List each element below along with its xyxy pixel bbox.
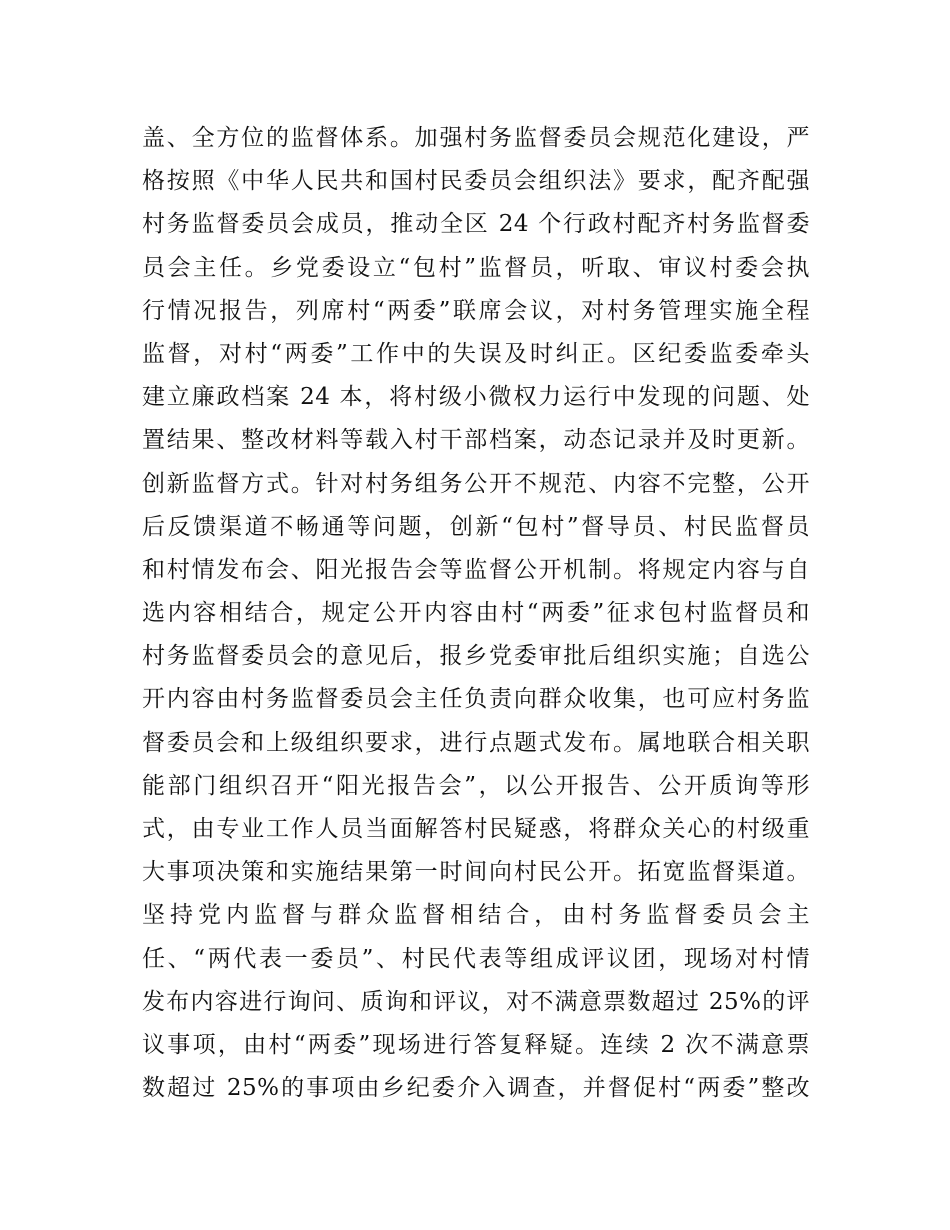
text-line: 和村情发布会、阳光报告会等监督公开机制。将规定内容与自 [142, 556, 810, 583]
text-line: 格按照《中华人民共和国村民委员会组织法》要求，配齐配强 [142, 168, 810, 195]
text-line: 建立廉政档案 24 本，将村级小微权力运行中发现的问题、处 [142, 384, 810, 411]
text-line: 后反馈渠道不畅通等问题，创新“包村”督导员、村民监督员 [142, 513, 810, 540]
text-line: 式，由专业工作人员当面解答村民疑惑，将群众关心的村级重 [142, 816, 810, 842]
text-line: 能部门组织召开“阳光报告会”，以公开报告、公开质询等形 [142, 772, 810, 799]
text-line: 开内容由村务监督委员会主任负责向群众收集，也可应村务监 [142, 686, 810, 713]
text-line: 坚持党内监督与群众监督相结合，由村务监督委员会主 [142, 902, 810, 929]
text-line: 议事项，由村“两委”现场进行答复释疑。连续 2 次不满意票 [142, 1031, 810, 1058]
text-line: 村务监督委员会的意见后，报乡党委审批后组织实施；自选公 [142, 643, 810, 670]
text-line: 创新监督方式。针对村务组务公开不规范、内容不完整，公开 [142, 470, 810, 497]
text-line: 盖、全方位的监督体系。加强村务监督委员会规范化建设，严 [142, 125, 810, 151]
text-line: 发布内容进行询问、质询和评议，对不满意票数超过 25%的评 [142, 988, 810, 1015]
text-line: 监督，对村“两委”工作中的失误及时纠正。区纪委监委牵头 [142, 340, 810, 367]
text-line: 督委员会和上级组织要求，进行点题式发布。属地联合相关职 [142, 729, 810, 756]
text-line: 村务监督委员会成员，推动全区 24 个行政村配齐村务监督委 [142, 211, 810, 238]
text-line: 数超过 25%的事项由乡纪委介入调查，并督促村“两委”整改 [142, 1075, 810, 1102]
text-line: 员会主任。乡党委设立“包村”监督员，听取、审议村委会执 [142, 254, 810, 281]
text-line: 行情况报告，列席村“两委”联席会议，对村务管理实施全程 [142, 297, 810, 324]
body-text [142, 117, 810, 1110]
text-line: 置结果、整改材料等载入村干部档案，动态记录并及时更新。 [142, 427, 810, 454]
text-line: 选内容相结合，规定公开内容由村“两委”征求包村监督员和 [142, 600, 810, 627]
text-line: 大事项决策和实施结果第一时间向村民公开。拓宽监督渠道。 [142, 859, 810, 886]
text-line: 任、“两代表一委员”、村民代表等组成评议团，现场对村情 [142, 945, 810, 972]
